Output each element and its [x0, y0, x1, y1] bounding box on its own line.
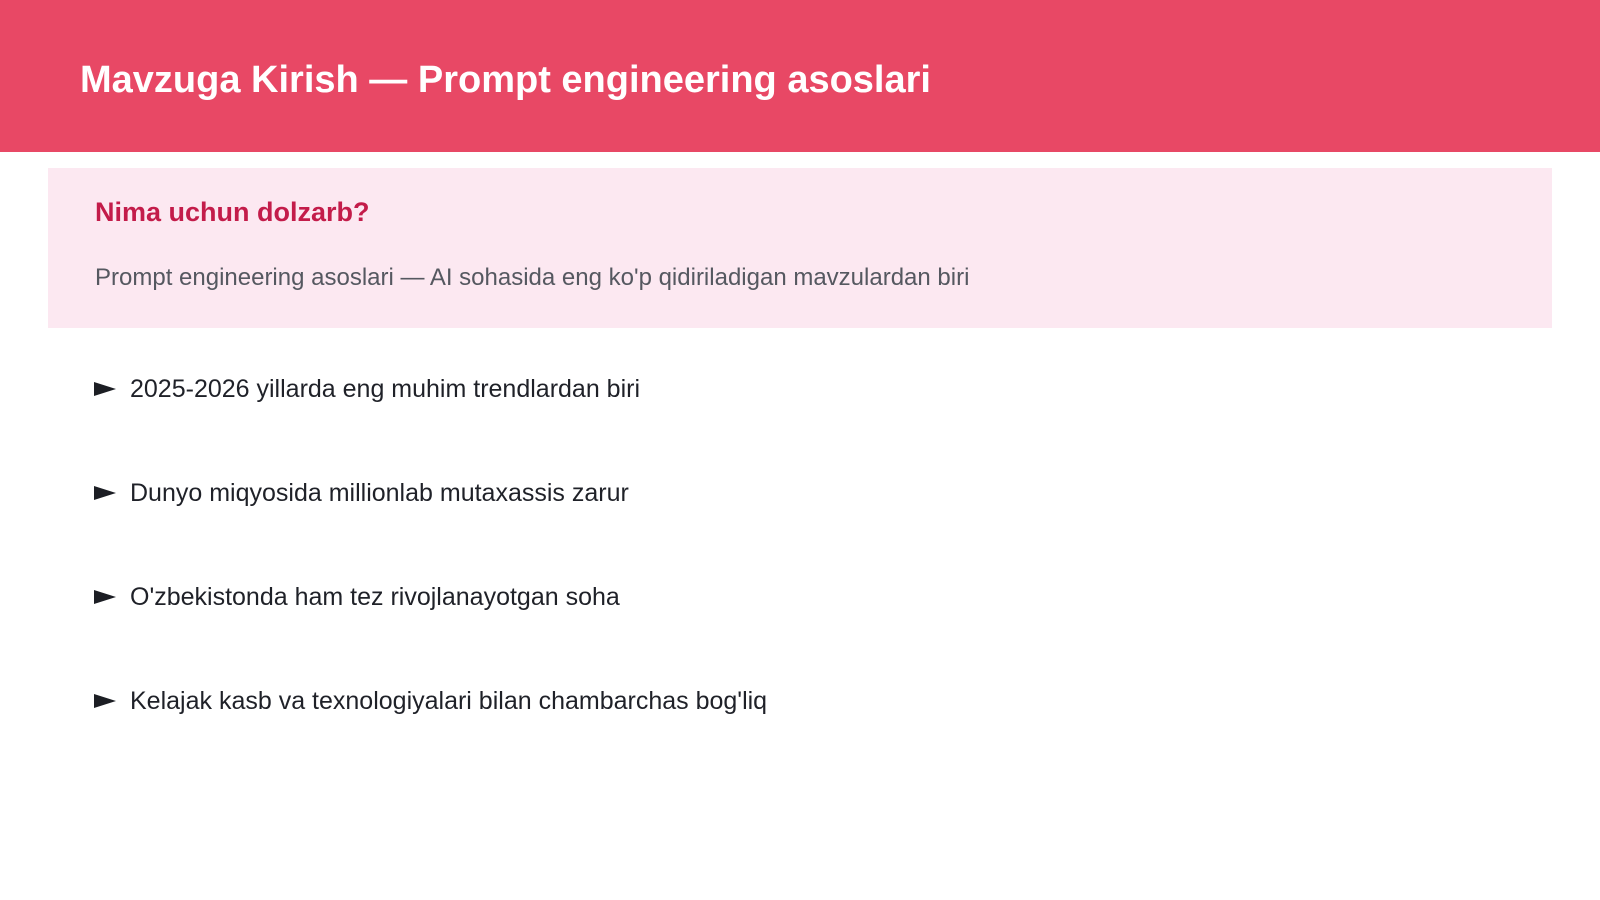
bullet-text: 2025-2026 yillarda eng muhim trendlardan biri [130, 375, 641, 403]
triangle-right-icon [94, 694, 116, 708]
slide-title: Mavzuga Kirish — Prompt engineering asoslari [80, 59, 931, 101]
header-banner [0, 0, 1600, 152]
callout-box [48, 168, 1552, 328]
callout-text: Prompt engineering asoslari — AI sohasida eng ko'p qidiriladigan mavzulardan biri [95, 264, 970, 291]
callout-heading: Nima uchun dolzarb? [95, 197, 370, 227]
bullet-text: Kelajak kasb va texnologiyalari bilan chambarchas bog'liq [130, 687, 768, 715]
bullet-text: Dunyo miqyosida millionlab mutaxassis zarur [130, 479, 629, 507]
triangle-right-icon [94, 382, 116, 396]
triangle-right-icon [94, 486, 116, 500]
bullet-text: O'zbekistonda ham tez rivojlanayotgan soha [130, 583, 620, 611]
triangle-right-icon [94, 590, 116, 604]
